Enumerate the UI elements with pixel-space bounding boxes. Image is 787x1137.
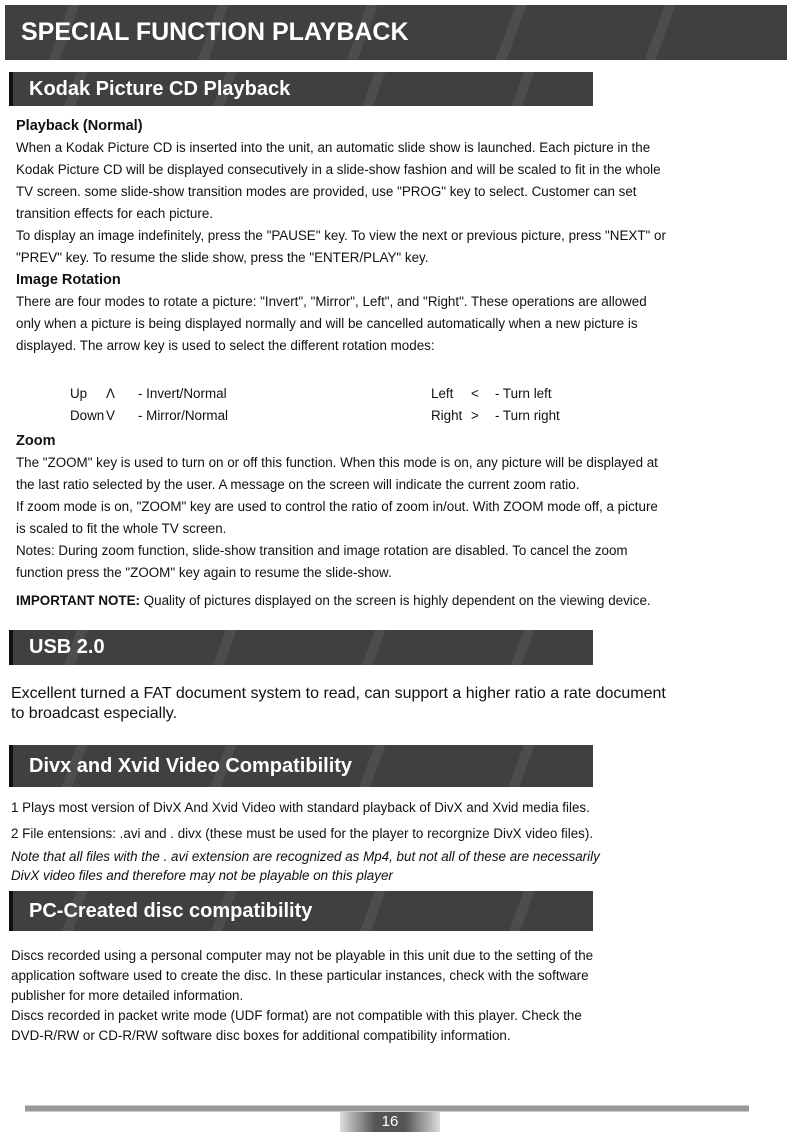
section-title: Divx and Xvid Video Compatibility	[29, 755, 353, 777]
page-number: 16	[340, 1112, 440, 1132]
text-line: transition effects for each picture.	[16, 206, 213, 221]
section-header-kodak	[9, 72, 593, 106]
page-title-banner	[5, 5, 787, 60]
subheading: Playback (Normal)	[16, 118, 143, 134]
page-title: SPECIAL FUNCTION PLAYBACK	[21, 18, 409, 46]
divx-text	[11, 795, 751, 885]
text-line: only when a picture is being displayed normally and will be cancelled automatically when a new picture is	[16, 316, 638, 331]
important-note	[16, 590, 756, 612]
key-right	[431, 408, 560, 423]
text-line: When a Kodak Picture CD is inserted into the unit, an automatic slide show is launched. Each picture in the	[16, 140, 651, 155]
section-title: Kodak Picture CD Playback	[29, 78, 291, 100]
section-header-usb	[9, 630, 593, 665]
text-line: There are four modes to rotate a picture: "Invert", "Mirror", Left", and "Right". These operations are allowed	[16, 294, 647, 309]
arrow-up-icon: Λ	[106, 386, 115, 401]
arrow-right-icon: >	[471, 408, 479, 423]
key-name: Left	[431, 386, 454, 401]
text-line: DivX video files and therefore may not be playable on this player	[11, 868, 393, 883]
key-name: Up	[70, 386, 88, 401]
pc-text	[11, 946, 751, 1046]
important-text: Quality of pictures displayed on the screen is highly dependent on the viewing device.	[139, 593, 651, 608]
text-line: to broadcast especially.	[11, 705, 178, 722]
subheading: Zoom	[16, 433, 56, 449]
section-title: USB 2.0	[29, 636, 105, 658]
key-desc: - Turn right	[495, 408, 560, 423]
text-line: The "ZOOM" key is used to turn on or off this function. When this mode is on, any picture will be displayed at	[16, 455, 658, 470]
text-line: DVD-R/RW or CD-R/RW software disc boxes for additional compatibility information.	[11, 1028, 511, 1043]
kodak-playback-text	[16, 115, 756, 357]
text-line: Discs recorded using a personal computer may not be playable in this unit due to the setting of the	[11, 948, 594, 963]
text-line: To display an image indefinitely, press the "PAUSE" key. To view the next or previous picture, press "NEXT" or	[16, 228, 666, 243]
key-desc: - Mirror/Normal	[138, 408, 229, 423]
text-line: 1 Plays most version of DivX And Xvid Video with standard playback of DivX and Xvid media files.	[11, 800, 590, 815]
zoom-text	[16, 430, 756, 584]
text-line: displayed. The arrow key is used to select the different rotation modes:	[16, 338, 435, 353]
arrow-down-icon: V	[106, 408, 115, 423]
text-line: the last ratio selected by the user. A message on the screen will indicate the current zoom ratio.	[16, 477, 580, 492]
footer-rule	[25, 1105, 749, 1112]
key-desc: - Invert/Normal	[138, 386, 227, 401]
text-line: is scaled to fit the whole TV screen.	[16, 521, 227, 536]
text-line: 2 File entensions: .avi and . divx (these must be used for the player to recorgnize DivX video files).	[11, 826, 594, 841]
section-title: PC-Created disc compatibility	[29, 900, 313, 922]
text-line: Discs recorded in packet write mode (UDF format) are not compatible with this player. Check the	[11, 1008, 582, 1023]
key-desc: - Turn left	[495, 386, 552, 401]
section-header-pc	[9, 891, 593, 931]
text-line: If zoom mode is on, "ZOOM" key are used to control the ratio of zoom in/out. With ZOOM mode off, a picture	[16, 499, 658, 514]
section-header-divx	[9, 745, 593, 787]
key-up	[70, 386, 227, 401]
important-label: IMPORTANT NOTE:	[16, 593, 140, 608]
text-line: TV screen. some slide-show transition modes are provided, use "PROG" key to select. Customer can set	[16, 184, 637, 199]
text-line: Note that all files with the . avi extension are recognized as Mp4, but not all of these are necessarily	[11, 849, 600, 864]
text-line: Kodak Picture CD will be displayed consecutively in a slide-show fashion and will be scaled to fit in the whole	[16, 162, 661, 177]
subheading: Image Rotation	[16, 272, 121, 288]
text-line: publisher for more detailed information.	[11, 988, 244, 1003]
key-name: Right	[431, 408, 463, 423]
key-left	[431, 386, 552, 401]
text-line: Excellent turned a FAT document system to read, can support a higher ratio a rate document	[11, 685, 666, 702]
key-down	[70, 408, 228, 423]
usb-text	[11, 684, 751, 724]
arrow-left-icon: <	[471, 386, 479, 401]
text-line: Notes: During zoom function, slide-show transition and image rotation are disabled. To cancel the zoom	[16, 543, 628, 558]
key-name: Down	[70, 408, 105, 423]
text-line: function press the "ZOOM" key again to resume the slide-show.	[16, 565, 392, 580]
text-line: application software used to create the disc. In these particular instances, check with the software	[11, 968, 589, 983]
text-line: "PREV" key. To resume the slide show, press the "ENTER/PLAY" key.	[16, 250, 429, 265]
